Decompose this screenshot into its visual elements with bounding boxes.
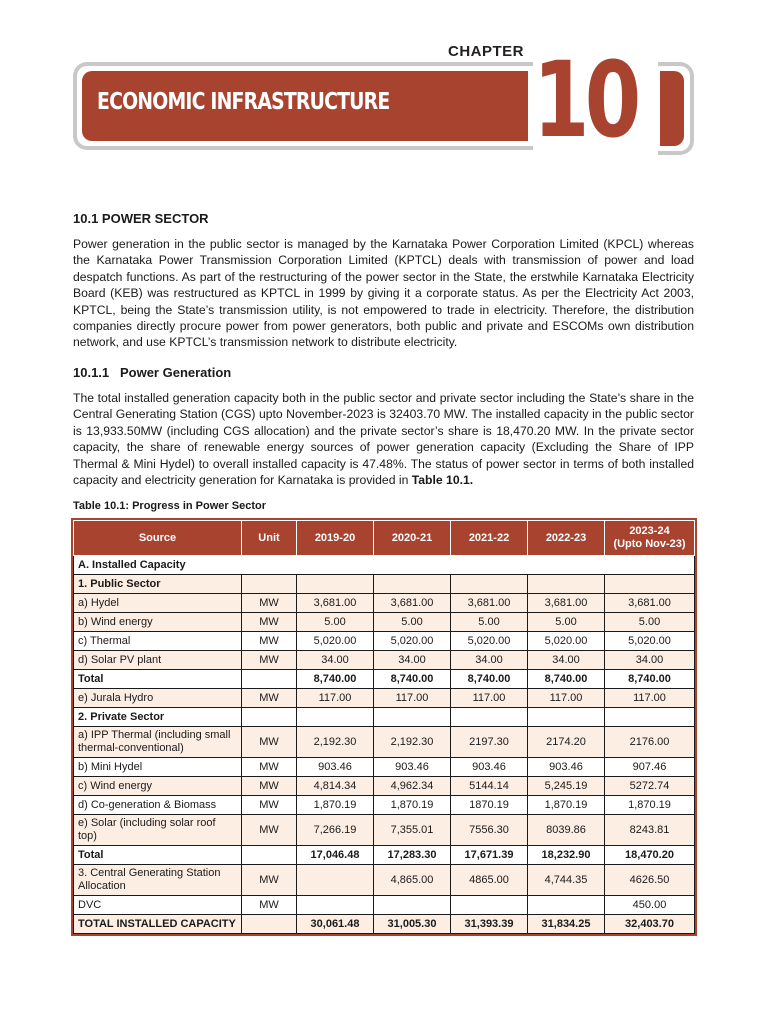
table-row [74,632,695,651]
power-generation-body [73,390,694,488]
table-cell-source: d) Solar PV plant [74,651,242,670]
table-cell: 34.00 [374,651,451,670]
table-cell: 1,870.19 [605,796,695,815]
table-cell: 3,681.00 [605,594,695,613]
table-cell-source: 1. Public Sector [74,575,242,594]
table-cell-source: DVC [74,896,242,915]
table-cell: 4,814.34 [297,777,374,796]
table-row [74,896,695,915]
table-header-cell: 2020-21 [374,521,451,556]
table-cell: 34.00 [451,651,528,670]
table-cell: 34.00 [605,651,695,670]
table-cell [297,708,374,727]
table-cell: 5,020.00 [374,632,451,651]
table-cell-source: 3. Central Generating Station Allocation [74,865,242,896]
chapter-label: CHAPTER [448,43,525,60]
table-cell-source: Total [74,670,242,689]
table-cell: 5.00 [297,613,374,632]
banner-end-bar [660,71,684,146]
table-cell: 31,005.30 [374,915,451,934]
table-cell [451,575,528,594]
table-cell: 31,834.25 [528,915,605,934]
table-cell: 1,870.19 [297,796,374,815]
table-cell [242,575,297,594]
table-cell: 8,740.00 [605,670,695,689]
table-cell [242,846,297,865]
table-cell: 3,681.00 [528,594,605,613]
chapter-title: ECONOMIC INFRASTRUCTURE [97,89,390,115]
table-caption: Table 10.1: Progress in Power Sector [73,500,266,512]
table-cell-source: e) Solar (including solar roof top) [74,815,242,846]
table-cell [451,708,528,727]
table-cell: MW [242,632,297,651]
table-row [74,815,695,846]
table-row [74,796,695,815]
table-cell-source: c) Thermal [74,632,242,651]
table-row [74,613,695,632]
table-header-cell: 2023-24 (Upto Nov-23) [605,521,695,556]
table-cell: 5272.74 [605,777,695,796]
table-cell [242,915,297,934]
table-cell: 32,403.70 [605,915,695,934]
table-cell: MW [242,594,297,613]
table-cell: 5,020.00 [297,632,374,651]
table-cell: 903.46 [528,758,605,777]
table-cell: 5.00 [528,613,605,632]
table-cell: 5.00 [605,613,695,632]
table-cell [242,670,297,689]
table-cell: 30,061.48 [297,915,374,934]
table-cell [528,575,605,594]
table-cell-source: b) Mini Hydel [74,758,242,777]
table-cell: 8039.86 [528,815,605,846]
table-cell: 5,245.19 [528,777,605,796]
table-cell: 1,870.19 [528,796,605,815]
table-cell: MW [242,689,297,708]
banner-end-decoration [658,62,694,155]
table-cell [242,708,297,727]
table-cell [297,575,374,594]
table-cell: MW [242,896,297,915]
table-header-cell: 2019-20 [297,521,374,556]
table-cell: 8243.81 [605,815,695,846]
table-cell: 5,020.00 [451,632,528,651]
table-cell-source: TOTAL INSTALLED CAPACITY [74,915,242,934]
table-cell: 4,744.35 [528,865,605,896]
table-row [74,670,695,689]
table-cell: 907.46 [605,758,695,777]
table-cell [297,865,374,896]
table-cell: 3,681.00 [451,594,528,613]
table-cell: MW [242,758,297,777]
table-cell: 1870.19 [451,796,528,815]
table-cell: 8,740.00 [374,670,451,689]
table-cell: 117.00 [528,689,605,708]
section-heading-power-sector: 10.1 POWER SECTOR [73,211,209,226]
table-cell: 2174.20 [528,727,605,758]
table-cell: 117.00 [297,689,374,708]
table-cell [374,896,451,915]
table-cell: 117.00 [451,689,528,708]
table-cell: MW [242,815,297,846]
chapter-number: 10 [533,39,637,161]
table-cell: 3,681.00 [374,594,451,613]
table-cell: 1,870.19 [374,796,451,815]
table-cell: 3,681.00 [297,594,374,613]
power-sector-body [73,236,694,351]
table-cell: 8,740.00 [528,670,605,689]
table-header-cell: Source [74,521,242,556]
table-cell: 18,232.90 [528,846,605,865]
table-cell: 8,740.00 [451,670,528,689]
table-row [74,846,695,865]
table-cell [374,575,451,594]
table-cell: 17,046.48 [297,846,374,865]
table-cell: 2,192.30 [374,727,451,758]
power-generation-paragraph [73,390,694,488]
table-row [74,556,695,575]
table-cell: 903.46 [451,758,528,777]
table-row [74,594,695,613]
table-row [74,758,695,777]
table-cell: 5,020.00 [605,632,695,651]
table-cell: 4626.50 [605,865,695,896]
table-cell [297,896,374,915]
table-cell: 7,266.19 [297,815,374,846]
table-cell: MW [242,651,297,670]
power-generation-text: The total installed generation capacity both in the public sector and private sector including the State’s share in the Central Generating Station (CGS) upto November-2023 is 32403.70 MW. The installed capacity in the public sector is 13,933.50MW (including CGS allocation) and the private sector’s share is 18,470.20 MW. In the private sector capacity, the share of renewable energy sources of power generation capacity (Excluding the Share of IPP Thermal & Mini Hydel) to overall installed capacity is 47.48%. The status of power sector in terms of both installed capacity and electricity generation for Karnataka is provided in [73,391,694,488]
table-cell-source: a) Hydel [74,594,242,613]
table-cell [451,896,528,915]
table-cell: 2176.00 [605,727,695,758]
table-cell-source: d) Co-generation & Biomass [74,796,242,815]
table-cell: 5,020.00 [528,632,605,651]
table-header-cell: 2021-22 [451,521,528,556]
table-cell [605,575,695,594]
table-header-cell: 2022-23 [528,521,605,556]
power-sector-table [73,520,695,934]
table-cell [528,708,605,727]
table-cell: 117.00 [374,689,451,708]
table-cell-source: 2. Private Sector [74,708,242,727]
table-cell-source: A. Installed Capacity [74,556,695,575]
table-cell: 2197.30 [451,727,528,758]
table-cell [374,708,451,727]
table-row [74,651,695,670]
table-cell: 5.00 [374,613,451,632]
table-cell: MW [242,777,297,796]
table-row [74,915,695,934]
table-cell [528,896,605,915]
table-cell: 7556.30 [451,815,528,846]
table-cell-source: c) Wind energy [74,777,242,796]
table-cell: MW [242,727,297,758]
table-cell-source: Total [74,846,242,865]
table-row [74,575,695,594]
table-cell: 903.46 [297,758,374,777]
table-body [74,556,695,934]
table-reference: Table 10.1. [411,473,474,488]
table-cell: 17,283.30 [374,846,451,865]
table-cell: 4,962.34 [374,777,451,796]
table-cell: 17,671.39 [451,846,528,865]
section-heading-power-generation: 10.1.1 Power Generation [73,365,232,380]
table-cell: 34.00 [297,651,374,670]
table-cell: 8,740.00 [297,670,374,689]
table-row [74,689,695,708]
table-cell: MW [242,613,297,632]
table-cell: 34.00 [528,651,605,670]
table-cell-source: e) Jurala Hydro [74,689,242,708]
table-header-cell: Unit [242,521,297,556]
table-cell: 117.00 [605,689,695,708]
table-cell: 7,355.01 [374,815,451,846]
table-cell: 5.00 [451,613,528,632]
table-cell: 450.00 [605,896,695,915]
power-sector-paragraph: Power generation in the public sector is managed by the Karnataka Power Corporation Limited (KPCL) whereas the Karnataka Power Transmission Corporation Limited (KPTCL) deals with transmission of power and load despatch functions. As part of the restructuring of the power sector in the State, the erstwhile Karnataka Electricity Board (KEB) was restructured as KPTCL in 1999 by giving it a corporate status. As per the Electricity Act 2003, KPTCL, being the State’s transmission utility, is not empowered to trade in electricity. Therefore, the distribution companies directly procure power from power generators, both public and private and ESCOMs own distribution network, and use KPTCL’s transmission network to distribute electricity. [73,237,694,350]
table-cell: 4,865.00 [374,865,451,896]
table-cell: 2,192.30 [297,727,374,758]
table-cell-source: b) Wind energy [74,613,242,632]
table-cell: MW [242,865,297,896]
table-row [74,708,695,727]
table-header-row [74,521,695,556]
table-cell: 903.46 [374,758,451,777]
table-row [74,727,695,758]
table-cell: 4865.00 [451,865,528,896]
table-cell: 5144.14 [451,777,528,796]
table-cell-source: a) IPP Thermal (including small thermal-conventional) [74,727,242,758]
table-cell: 18,470.20 [605,846,695,865]
table-cell [605,708,695,727]
table-cell: 31,393.39 [451,915,528,934]
table-row [74,865,695,896]
table-cell: MW [242,796,297,815]
table-row [74,777,695,796]
